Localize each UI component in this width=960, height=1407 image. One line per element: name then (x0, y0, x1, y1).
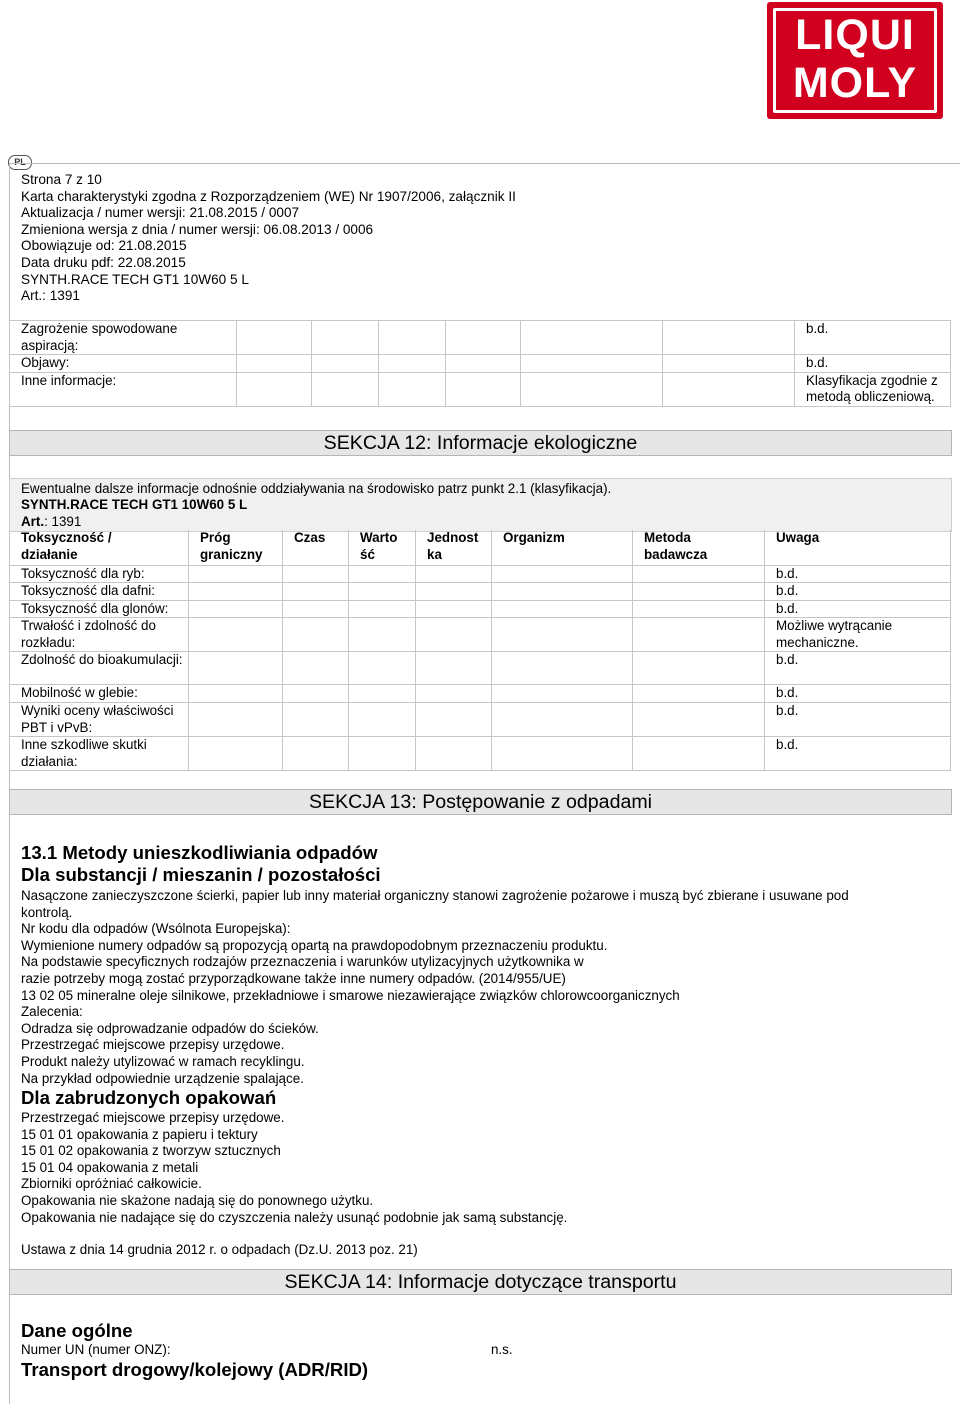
empty-cell (416, 652, 492, 685)
empty-cell (349, 583, 416, 601)
paragraph: Produkt należy utylizować w ramach recyklingu. (21, 1053, 305, 1069)
table-row (10, 321, 951, 355)
col-header-method: Metoda badawcza (633, 530, 765, 565)
header-revision: Aktualizacja / numer wersji: 21.08.2015 / 0007 (21, 205, 300, 221)
empty-cell (189, 618, 283, 652)
empty-cell (283, 703, 349, 737)
empty-cell (349, 737, 416, 771)
empty-cell (492, 685, 633, 703)
empty-cell (349, 652, 416, 685)
paragraph: Przestrzegać miejscowe przepisy urzędowe. (21, 1110, 285, 1125)
row-label: Toksyczność dla ryb: (10, 565, 189, 583)
col-header-note: Uwaga (765, 530, 951, 565)
section-14-title: SEKCJA 14: Informacje dotyczące transportu (9, 1269, 952, 1295)
empty-cell (189, 703, 283, 737)
empty-cell (283, 737, 349, 771)
row-note: b.d. (765, 600, 951, 618)
paragraph: Opakowania nie skażone nadają się do ponownego użytku. (21, 1192, 374, 1208)
row-label: Objawy: (10, 355, 237, 373)
table-row (10, 685, 951, 703)
empty-cell (379, 372, 446, 406)
empty-cell (416, 565, 492, 583)
empty-cell (283, 565, 349, 583)
empty-cell (237, 372, 312, 406)
empty-cell (283, 618, 349, 652)
table-row (10, 737, 951, 771)
un-number-label: Numer UN (numer ONZ): (21, 1342, 171, 1357)
row-label: Zagrożenie spowodowane aspiracją: (10, 321, 237, 355)
empty-cell (237, 321, 312, 355)
empty-cell (312, 321, 379, 355)
table-row (10, 703, 951, 737)
paragraph: Nr kodu dla odpadów (Wsólnota Europejska): (21, 921, 291, 937)
col-header-unit: Jednost ka (416, 530, 492, 565)
empty-cell (492, 600, 633, 618)
empty-cell (189, 652, 283, 685)
empty-cell (237, 355, 312, 373)
section-12-intro: Ewentualne dalsze informacje odnośnie oddziaływania na środowisko patrz punkt 2.1 (klasyfikacja). (21, 481, 612, 496)
heading-road-rail: Transport drogowy/kolejowy (ADR/RID) (21, 1359, 369, 1380)
row-note: Możliwe wytrącanie mechaniczne. (765, 618, 951, 652)
empty-cell (283, 652, 349, 685)
empty-cell (663, 321, 795, 355)
row-note: b.d. (765, 565, 951, 583)
row-note: b.d. (765, 737, 951, 771)
empty-cell (189, 685, 283, 703)
empty-cell (416, 737, 492, 771)
header-page-number: Strona 7 z 10 (21, 172, 102, 187)
document-header (21, 172, 516, 305)
paragraph: razie potrzeby mogą zostać przyporządkowane także inne numery odpadów. (2014/955/UE) (21, 970, 566, 986)
empty-cell (492, 703, 633, 737)
empty-cell (633, 565, 765, 583)
empty-cell (312, 372, 379, 406)
liqui-moly-logo (767, 2, 943, 119)
empty-cell (283, 685, 349, 703)
article-prefix: Art. (21, 514, 45, 529)
packaging-text (21, 1110, 921, 1226)
paragraph: 15 01 01 opakowania z papieru i tektury (21, 1126, 258, 1142)
section-12-title: SEKCJA 12: Informacje ekologiczne (9, 430, 952, 456)
empty-cell (283, 600, 349, 618)
row-label: Inne informacje: (10, 372, 237, 406)
row-value: b.d. (795, 321, 951, 355)
empty-cell (446, 321, 521, 355)
empty-cell (312, 355, 379, 373)
ecotox-table (9, 530, 951, 771)
row-label: Inne szkodliwe skutki działania: (10, 737, 189, 771)
paragraph: 13 02 05 mineralne oleje silnikowe, przekładniowe i smarowe niezawierające związków chlorowcoorganicznych (21, 987, 680, 1003)
empty-cell (521, 321, 663, 355)
paragraph: 15 01 04 opakowania z metali (21, 1159, 199, 1175)
section-12-article (21, 514, 81, 531)
paragraph: Zalecenia: (21, 1004, 83, 1020)
empty-cell (349, 618, 416, 652)
row-label: Zdolność do bioakumulacji: (10, 652, 189, 685)
empty-cell (349, 565, 416, 583)
paragraph: Przestrzegać miejscowe przepisy urzędowe. (21, 1037, 285, 1053)
empty-cell (446, 372, 521, 406)
empty-cell (189, 737, 283, 771)
header-doc-title: Karta charakterystyki zgodna z Rozporządzeniem (WE) Nr 1907/2006, załącznik II (21, 188, 516, 204)
section-12-product: SYNTH.RACE TECH GT1 10W60 5 L (21, 497, 248, 512)
empty-cell (349, 600, 416, 618)
header-print-date: Data druku pdf: 22.08.2015 (21, 254, 186, 270)
heading-13-1: 13.1 Metody unieszkodliwiania odpadów (21, 842, 378, 863)
row-note: b.d. (765, 652, 951, 685)
empty-cell (633, 703, 765, 737)
empty-cell (633, 737, 765, 771)
empty-cell (633, 685, 765, 703)
table-row (10, 652, 951, 685)
logo-line-1: LIQUI (795, 11, 915, 59)
substances-text (21, 888, 921, 1087)
empty-cell (446, 355, 521, 373)
empty-cell (521, 372, 663, 406)
empty-cell (492, 565, 633, 583)
header-previous-version: Zmieniona wersja z dnia / numer wersji: 06.08.2013 / 0006 (21, 221, 374, 237)
empty-cell (283, 583, 349, 601)
table-row (10, 583, 951, 601)
header-product: SYNTH.RACE TECH GT1 10W60 5 L (21, 271, 249, 287)
empty-cell (492, 737, 633, 771)
empty-cell (663, 372, 795, 406)
empty-cell (416, 618, 492, 652)
empty-cell (663, 355, 795, 373)
row-label: Mobilność w glebie: (10, 685, 189, 703)
paragraph: Odradza się odprowadzanie odpadów do ścieków. (21, 1020, 319, 1036)
col-header-time: Czas (283, 530, 349, 565)
section-13-title: SEKCJA 13: Postępowanie z odpadami (9, 789, 952, 815)
article-rest: : 1391 (44, 514, 82, 529)
table-row (10, 355, 951, 373)
empty-cell (379, 355, 446, 373)
paragraph: Nasączone zanieczyszczone ścierki, papier lub inny materiał organiczny stanowi zagrożenie pożarowe i muszą być zbierane i usuwane pod (21, 888, 849, 903)
logo-line-2: MOLY (792, 59, 918, 107)
table-row (10, 600, 951, 618)
empty-cell (633, 583, 765, 601)
row-value: b.d. (795, 355, 951, 373)
empty-cell (492, 583, 633, 601)
col-header-value: Warto ść (349, 530, 416, 565)
row-label: Toksyczność dla dafni: (10, 583, 189, 601)
empty-cell (492, 652, 633, 685)
row-note: b.d. (765, 583, 951, 601)
row-note: b.d. (765, 685, 951, 703)
table-row (10, 618, 951, 652)
row-note: b.d. (765, 703, 951, 737)
empty-cell (633, 600, 765, 618)
col-header-threshold: Próg graniczny (189, 530, 283, 565)
table-row (10, 565, 951, 583)
empty-cell (379, 321, 446, 355)
un-number-value: n.s. (491, 1342, 513, 1357)
paragraph: Zbiorniki opróżniać całkowicie. (21, 1176, 202, 1192)
header-article: Art.: 1391 (21, 288, 80, 304)
heading-substances: Dla substancji / mieszanin / pozostałości (21, 864, 381, 885)
paragraph: Opakowania nie nadające się do czyszczenia należy usunąć podobnie jak samą substancję. (21, 1209, 568, 1225)
header-valid-from: Obowiązuje od: 21.08.2015 (21, 238, 187, 254)
paragraph: kontrolą. (21, 904, 73, 920)
empty-cell (349, 703, 416, 737)
empty-cell (416, 685, 492, 703)
table-row (10, 372, 951, 406)
paragraph: Na podstawie specyficznych rodzajów przeznaczenia i warunków utylizacyjnych użytkownika w (21, 954, 584, 970)
row-value: Klasyfikacja zgodnie z metodą obliczeniową. (795, 372, 951, 406)
heading-general-data: Dane ogólne (21, 1320, 133, 1341)
table-header-row (10, 530, 951, 565)
col-header-toxicity: Toksyczność / działanie (10, 530, 189, 565)
empty-cell (349, 685, 416, 703)
waste-law-reference: Ustawa z dnia 14 grudnia 2012 r. o odpadach (Dz.U. 2013 poz. 21) (21, 1242, 418, 1257)
empty-cell (416, 583, 492, 601)
empty-cell (492, 618, 633, 652)
row-label: Toksyczność dla glonów: (10, 600, 189, 618)
empty-cell (189, 600, 283, 618)
empty-cell (521, 355, 663, 373)
row-label: Wyniki oceny właściwości PBT i vPvB: (10, 703, 189, 737)
empty-cell (416, 703, 492, 737)
row-label: Trwałość i zdolność do rozkładu: (10, 618, 189, 652)
paragraph: Wymienione numery odpadów są propozycją opartą na prawdopodobnym przeznaczeniu produktu. (21, 937, 608, 953)
empty-cell (633, 652, 765, 685)
empty-cell (416, 600, 492, 618)
language-badge: PL (8, 155, 32, 170)
col-header-organism: Organizm (492, 530, 633, 565)
heading-packaging: Dla zabrudzonych opakowań (21, 1087, 277, 1108)
empty-cell (189, 565, 283, 583)
toxicology-continuation-table (9, 320, 951, 407)
empty-cell (189, 583, 283, 601)
paragraph: Na przykład odpowiednie urządzenie spalające. (21, 1070, 304, 1086)
paragraph: 15 01 02 opakowania z tworzyw sztucznych (21, 1143, 281, 1159)
empty-cell (633, 618, 765, 652)
